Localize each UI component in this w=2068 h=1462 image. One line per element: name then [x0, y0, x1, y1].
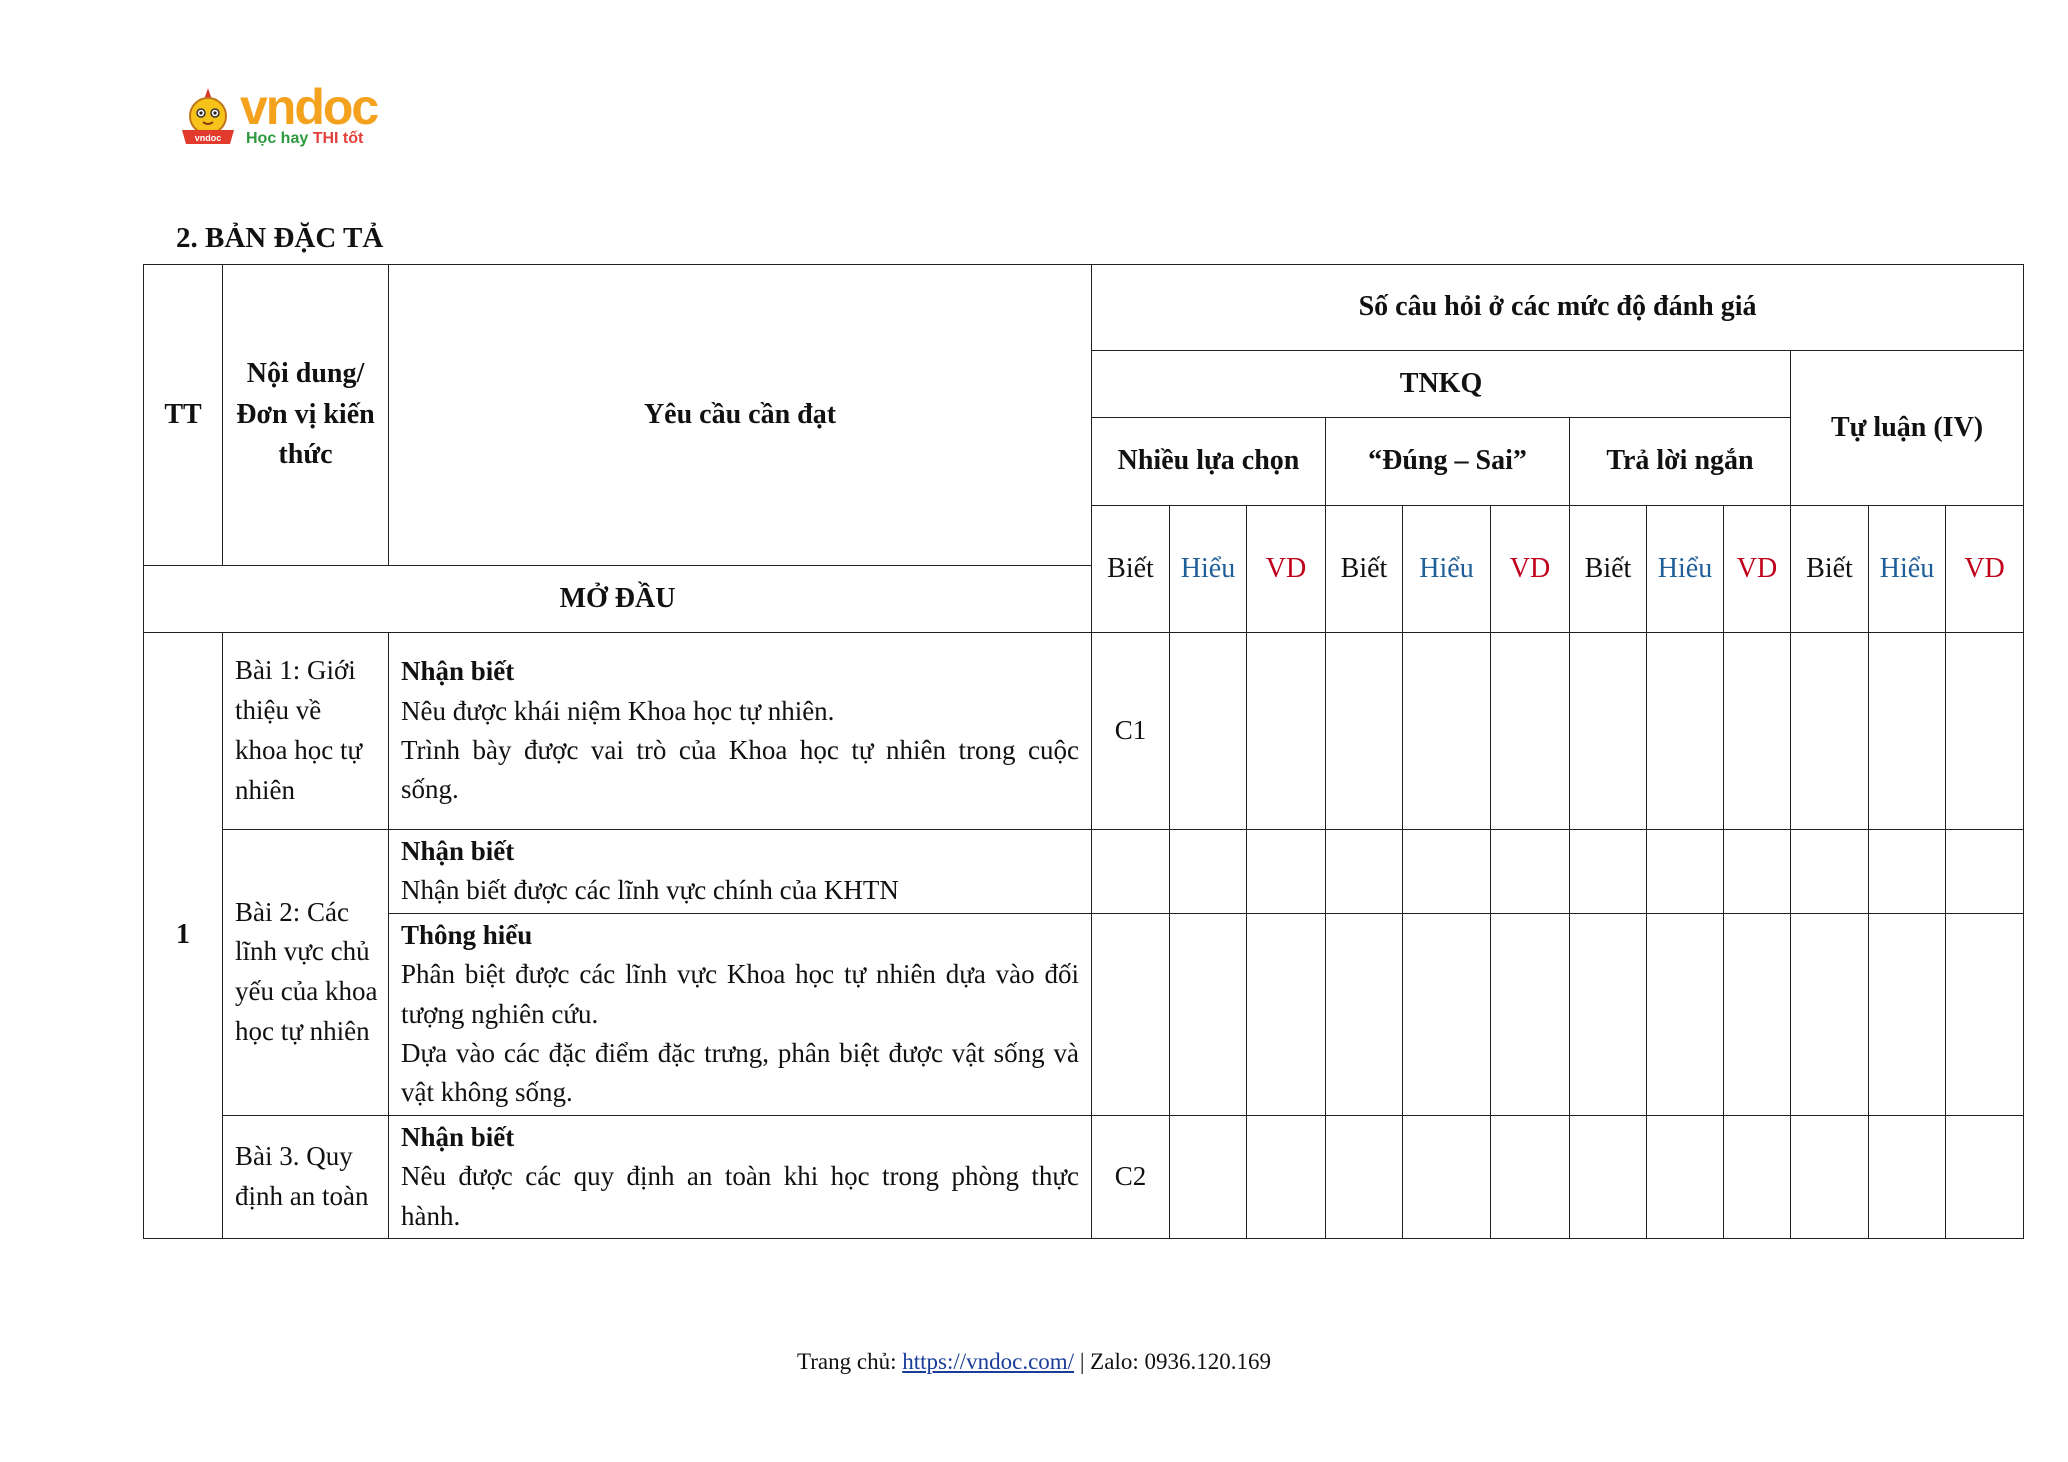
level-label: Biết	[1092, 506, 1170, 633]
question-cell	[1946, 913, 2024, 1115]
level-label: VD	[1946, 506, 2024, 633]
header-tnkq: TNKQ	[1092, 351, 1791, 418]
question-cell	[1647, 633, 1724, 830]
question-cell	[1247, 633, 1326, 830]
level-label: Hiểu	[1647, 506, 1724, 633]
question-cell	[1647, 1115, 1724, 1238]
footer-contact: | Zalo: 0936.120.169	[1074, 1349, 1271, 1374]
table-row	[144, 913, 2024, 1115]
cognitive-level: Nhận biết	[401, 656, 515, 687]
cognitive-level: Thông hiểu	[401, 919, 533, 950]
level-label: VD	[1491, 506, 1570, 633]
question-cell	[1791, 633, 1869, 830]
question-cell	[1326, 830, 1403, 914]
level-label: Hiểu	[1403, 506, 1491, 633]
question-cell	[1946, 1115, 2024, 1238]
question-cell	[1570, 913, 1647, 1115]
topic-cell: Bài 1: Giới thiệu về khoa học tự nhiên	[223, 633, 389, 830]
cognitive-level: Nhận biết	[401, 836, 515, 866]
question-cell	[1326, 913, 1403, 1115]
svg-text:vndoc: vndoc	[194, 133, 222, 143]
level-label: Hiểu	[1869, 506, 1946, 633]
logo-tagline-part2: THI tốt	[312, 130, 364, 147]
question-cell	[1403, 1115, 1491, 1238]
question-cell	[1491, 913, 1570, 1115]
header-content-unit: Nội dung/ Đơn vị kiến thức	[223, 265, 389, 566]
question-cell	[1491, 830, 1570, 914]
header-essay: Tự luận (IV)	[1791, 351, 2024, 506]
requirement-cell	[389, 633, 1092, 830]
requirement-line: Nêu được khái niệm Khoa học tự nhiên.	[401, 695, 835, 726]
level-label: VD	[1247, 506, 1326, 633]
requirement-cell	[389, 913, 1092, 1115]
level-label: Hiểu	[1170, 506, 1247, 633]
question-cell	[1326, 1115, 1403, 1238]
question-cell	[1092, 913, 1170, 1115]
level-label: Biết	[1326, 506, 1403, 633]
question-cell	[1724, 913, 1791, 1115]
question-cell	[1647, 830, 1724, 914]
question-cell	[1791, 830, 1869, 914]
page-footer	[0, 1349, 2068, 1375]
level-label: Biết	[1570, 506, 1647, 633]
logo-wordmark: vndoc	[240, 79, 378, 135]
header-true-false: “Đúng – Sai”	[1326, 418, 1570, 506]
question-cell	[1724, 633, 1791, 830]
question-cell: C2	[1092, 1115, 1170, 1238]
requirement-line: Trình bày được vai trò của Khoa học tự nhiên trong cuộc sống.	[401, 735, 1079, 805]
section-title: MỞ ĐẦU	[144, 566, 1092, 633]
question-cell: C1	[1092, 633, 1170, 830]
requirement-cell	[389, 830, 1092, 914]
table-row	[144, 633, 2024, 830]
question-cell	[1570, 633, 1647, 830]
question-cell	[1170, 830, 1247, 914]
logo-tagline-part1: Học hay	[246, 130, 309, 147]
table-row	[144, 830, 2024, 914]
requirement-line: Dựa vào các đặc điểm đặc trưng, phân biệt được vật sống và vật không sống.	[401, 1038, 1079, 1108]
question-cell	[1791, 913, 1869, 1115]
question-cell	[1869, 1115, 1946, 1238]
homepage-link[interactable]: https://vndoc.com/	[902, 1349, 1075, 1374]
topic-cell: Bài 2: Các lĩnh vực chủ yếu của khoa học tự nhiên	[223, 830, 389, 1116]
section-heading: 2. BẢN ĐẶC TẢ	[176, 222, 384, 254]
logo-tagline	[246, 130, 363, 148]
question-cell	[1647, 913, 1724, 1115]
question-cell	[1491, 1115, 1570, 1238]
header-requirement: Yêu cầu cần đạt	[389, 265, 1092, 566]
header-short-answer: Trả lời ngắn	[1570, 418, 1791, 506]
header-multiple-choice: Nhiều lựa chọn	[1092, 418, 1326, 506]
question-cell	[1724, 830, 1791, 914]
question-cell	[1946, 830, 2024, 914]
header-tt: TT	[144, 265, 223, 566]
question-cell	[1869, 633, 1946, 830]
specification-table	[143, 264, 2024, 1239]
header-question-levels: Số câu hỏi ở các mức độ đánh giá	[1092, 265, 2024, 351]
question-cell	[1247, 1115, 1326, 1238]
topic-cell: Bài 3. Quy định an toàn	[223, 1115, 389, 1238]
level-label: VD	[1724, 506, 1791, 633]
question-cell	[1403, 913, 1491, 1115]
question-cell	[1326, 633, 1403, 830]
question-cell	[1247, 913, 1326, 1115]
question-cell	[1946, 633, 2024, 830]
level-label: Biết	[1791, 506, 1869, 633]
question-cell	[1403, 633, 1491, 830]
question-cell	[1170, 1115, 1247, 1238]
vndoc-logo	[176, 79, 386, 156]
requirement-line: Nhận biết được các lĩnh vực chính của KHTN	[401, 875, 899, 906]
question-cell	[1724, 1115, 1791, 1238]
table-row	[144, 1115, 2024, 1238]
question-cell	[1791, 1115, 1869, 1238]
question-cell	[1247, 830, 1326, 914]
question-cell	[1869, 913, 1946, 1115]
question-cell	[1092, 830, 1170, 914]
question-cell	[1570, 830, 1647, 914]
question-cell	[1170, 633, 1247, 830]
cognitive-level: Nhận biết	[401, 1121, 515, 1152]
question-cell	[1570, 1115, 1647, 1238]
question-cell	[1869, 830, 1946, 914]
question-cell	[1491, 633, 1570, 830]
requirement-line: Phân biệt được các lĩnh vực Khoa học tự nhiên dựa vào đối tượng nghiên cứu.	[401, 959, 1079, 1029]
group-number: 1	[144, 633, 223, 1239]
requirement-line: Nêu được các quy định an toàn khi học trong phòng thực hành.	[401, 1161, 1079, 1231]
requirement-cell	[389, 1115, 1092, 1238]
mascot-icon	[176, 86, 240, 152]
footer-prefix: Trang chủ:	[797, 1349, 903, 1374]
question-cell	[1403, 830, 1491, 914]
question-cell	[1170, 913, 1247, 1115]
